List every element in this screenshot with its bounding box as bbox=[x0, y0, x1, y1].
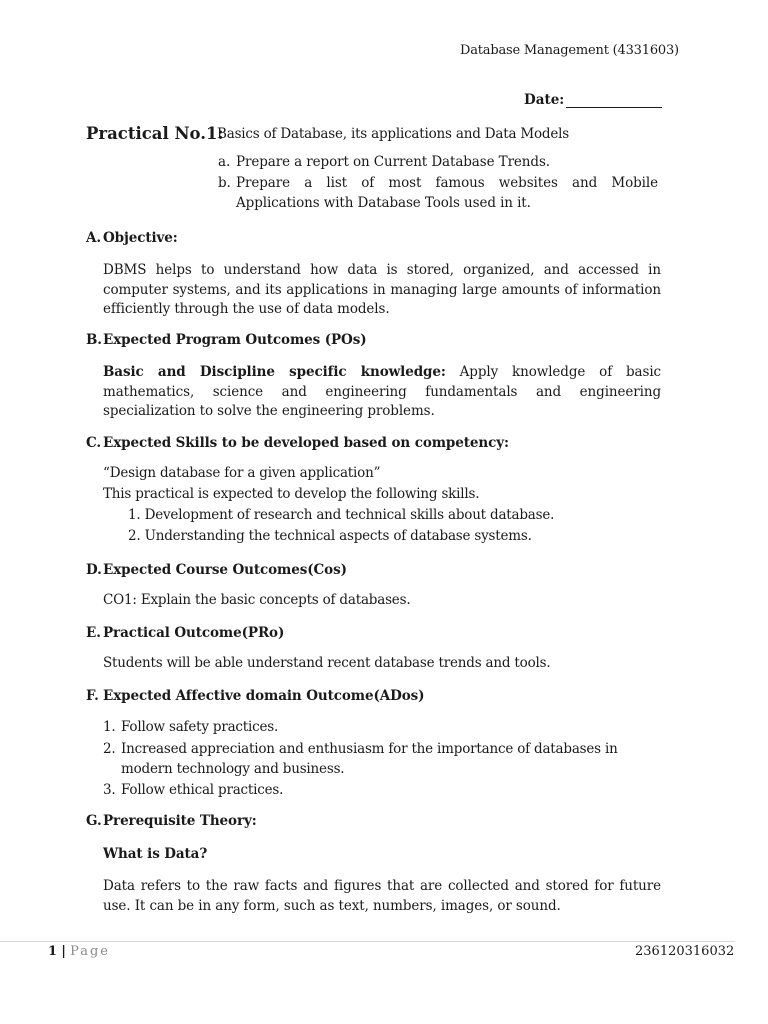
section-title: Expected Program Outcomes (POs) bbox=[103, 332, 367, 348]
skill-item: 2. Understanding the technical aspects of database systems. bbox=[128, 528, 532, 544]
affective-outcome-list bbox=[103, 717, 661, 800]
item-text: Follow ethical practices. bbox=[121, 782, 284, 798]
section-title: Objective: bbox=[103, 230, 178, 246]
section-heading-skills bbox=[86, 435, 509, 451]
task-marker: b. bbox=[218, 174, 231, 191]
affective-item bbox=[103, 739, 661, 779]
section-letter: C. bbox=[86, 435, 102, 451]
section-heading-prerequisite-theory bbox=[86, 813, 257, 829]
section-heading-practical-outcome bbox=[86, 625, 284, 641]
task-text: Prepare a list of most famous websites and Mobile Applications with Database Tools used in it. bbox=[236, 174, 658, 211]
date-field bbox=[524, 92, 662, 108]
what-is-data-paragraph: Data refers to the raw facts and figures that are collected and stored for future use. It can be in any form, such as text, numbers, images, or sound. bbox=[103, 878, 661, 914]
item-text: Follow safety practices. bbox=[121, 719, 279, 735]
affective-item bbox=[103, 717, 661, 737]
program-outcomes-text: Apply knowledge of basic mathematics, science and engineering fundamentals and engineering specialization to solve the engineering problems. bbox=[103, 364, 662, 419]
page-separator: | bbox=[61, 944, 66, 959]
section-letter: D. bbox=[86, 562, 102, 578]
task-marker: a. bbox=[218, 154, 231, 170]
section-heading-objective bbox=[86, 230, 178, 246]
course-outcome-text: CO1: Explain the basic concepts of databases. bbox=[103, 592, 411, 608]
skill-item: 1. Development of research and technical skills about database. bbox=[128, 507, 555, 523]
item-text: Increased appreciation and enthusiasm for the importance of databases in modern technology and business. bbox=[121, 741, 618, 777]
section-title: Practical Outcome(PRo) bbox=[103, 625, 285, 641]
section-letter: F. bbox=[86, 688, 99, 704]
task-text: Prepare a report on Current Database Trends. bbox=[236, 154, 550, 170]
section-title: Expected Affective domain Outcome(ADos) bbox=[103, 688, 425, 704]
item-marker: 2. bbox=[103, 741, 116, 757]
section-title: Prerequisite Theory: bbox=[103, 813, 257, 829]
section-letter: G. bbox=[86, 813, 102, 829]
subheading-what-is-data: What is Data? bbox=[103, 846, 208, 862]
date-blank-line bbox=[566, 94, 662, 108]
item-marker: 3. bbox=[103, 782, 116, 798]
objective-paragraph: DBMS helps to understand how data is stored, organized, and accessed in computer systems, and its applications in managing large amounts of information efficiently through the use of data models. bbox=[103, 262, 661, 317]
footer-page-number bbox=[48, 944, 110, 959]
section-heading-affective-outcome bbox=[86, 688, 424, 704]
skills-intro: This practical is expected to develop the following skills. bbox=[103, 486, 480, 502]
affective-item bbox=[103, 780, 661, 800]
section-letter: A. bbox=[86, 230, 101, 246]
program-outcomes-paragraph bbox=[103, 363, 661, 422]
task-item bbox=[218, 152, 658, 173]
section-letter: E. bbox=[86, 625, 101, 641]
task-item bbox=[218, 173, 658, 214]
section-letter: B. bbox=[86, 332, 102, 348]
course-header: Database Management (4331603) bbox=[460, 43, 679, 58]
skills-quote: “Design database for a given application” bbox=[103, 465, 381, 481]
bold-lead: Basic and Discipline specific knowledge: bbox=[103, 364, 446, 380]
practical-outcome-text: Students will be able understand recent database trends and tools. bbox=[103, 655, 551, 671]
item-marker: 1. bbox=[103, 719, 116, 735]
skills-list bbox=[128, 505, 554, 547]
task-list bbox=[218, 152, 658, 214]
section-heading-course-outcomes bbox=[86, 562, 347, 578]
enrollment-id: 236120316032 bbox=[635, 944, 735, 959]
section-heading-program-outcomes bbox=[86, 332, 367, 348]
practical-subject: Basics of Database, its applications and Data Models bbox=[217, 126, 570, 142]
section-title: Expected Course Outcomes(Cos) bbox=[103, 562, 347, 578]
section-title: Expected Skills to be developed based on competency: bbox=[103, 435, 509, 451]
page-word: Page bbox=[70, 944, 110, 959]
footer-divider bbox=[0, 941, 735, 942]
practical-title: Practical No.1: bbox=[86, 124, 224, 143]
date-label: Date: bbox=[524, 92, 565, 108]
page-number: 1 bbox=[48, 944, 58, 959]
